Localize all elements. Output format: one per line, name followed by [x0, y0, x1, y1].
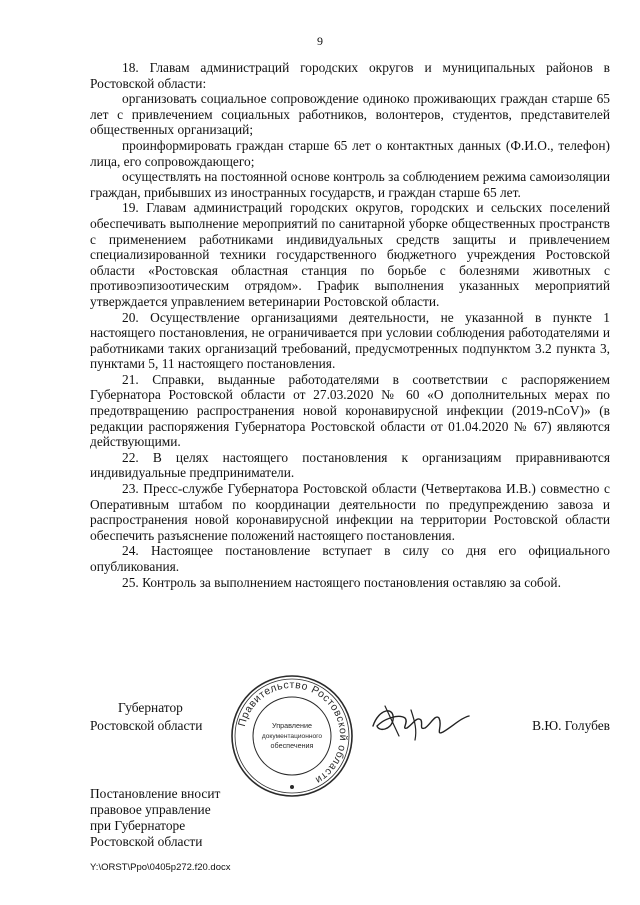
paragraph-21: 21. Справки, выданные работодателями в соответствии с распоряжением Губернатора Ростовской области от 27.03.2020 № 60 «О дополнительных мерах по предотвращению распространения новой коронавирусной инфекции (2019-nCoV)» (в редакции распоряжения Губернатора Ростовской области от 01.04.2020 № 67) являются действующими.: [90, 371, 610, 450]
signature-block: [90, 672, 610, 792]
paragraph-25: 25. Контроль за выполнением настоящего постановления оставляю за собой.: [122, 574, 561, 590]
signatory-title-line1: Губернатор: [118, 700, 183, 715]
stamp-inner-line-3: обеспечения: [270, 741, 314, 750]
paragraph-18-item-3: осуществлять на постоянной основе контроль за соблюдением режима самоизоляции граждан, прибывших из иностранных государств, и граждан старше 65 лет.: [90, 169, 610, 200]
submitted-by-line-2: правовое управление: [90, 802, 211, 817]
paragraph-22: 22. В целях настоящего постановления к организациям приравниваются индивидуальные предприниматели.: [90, 449, 610, 481]
signatory-name: В.Ю. Голубев: [532, 718, 610, 733]
document-body: [90, 60, 610, 590]
submitted-by-line-3: при Губернаторе: [90, 818, 186, 833]
submitted-by-note: [90, 786, 220, 850]
paragraph-20: 20. Осуществление организациями деятельности, не указанной в пункте 1 настоящего постановления, не ограничивается при условии соблюдения работодателями и работниками таких организаций требований, предусмотренных подпунктом 3.2 пункта 3, пунктами 5, 11 настоящего постановления.: [90, 309, 610, 372]
paragraph-18-item-1: организовать социальное сопровождение одиноко проживающих граждан старше 65 лет с привлечением социальных работников, волонтеров, студентов, представителей общественных организаций;: [90, 91, 610, 138]
stamp-ring-text: Правительство Ростовской области: [236, 678, 350, 787]
submitted-by-line-4: Ростовской области: [90, 834, 203, 849]
stamp-inner-line-1: Управление: [272, 721, 312, 730]
paragraph-19: 19. Главам администраций городских округов, городских и сельских поселений обеспечивать выполнение мероприятий по санитарной уборке общественных пространств с применением работниками индивидуальных средств защиты и привлечением специализированной техники государственного бюджетного учреждения Ростовской области «Ростовская областная станция по борьбе с болезнями животных с противоэпизоотическим отрядом». График выполнения указанных мероприятий утверждается управлением ветеринарии Ростовской области.: [90, 200, 610, 309]
official-stamp: [228, 672, 356, 800]
paragraph-23: 23. Пресс-службе Губернатора Ростовской области (Четвертакова И.В.) совместно с Оперативным штабом по координации деятельности по предупреждению завоза и распространения новой коронавирусной инфекции на территории Ростовской области обеспечить разъяснение положений настоящего постановления.: [90, 481, 610, 543]
file-path: Y:\ORST\Ppo\0405p272.f20.docx: [90, 862, 231, 873]
stamp-dot: [290, 785, 294, 789]
paragraph-18: 18. Главам администраций городских округов и муниципальных районов в Ростовской области:: [90, 60, 610, 91]
handwritten-signature: [365, 696, 475, 746]
paragraph-18-item-2: проинформировать граждан старше 65 лет о контактных данных (Ф.И.О., телефон) лица, его сопровождающего;: [90, 137, 610, 169]
signatory-title-line2: Ростовской области: [90, 718, 203, 733]
stamp-inner-line-2: документационного: [261, 733, 323, 740]
page-number: 9: [317, 34, 323, 48]
paragraph-24: 24. Настоящее постановление вступает в силу со дня его официального опубликования.: [90, 543, 610, 574]
submitted-by-line-1: Постановление вносит: [90, 786, 221, 801]
